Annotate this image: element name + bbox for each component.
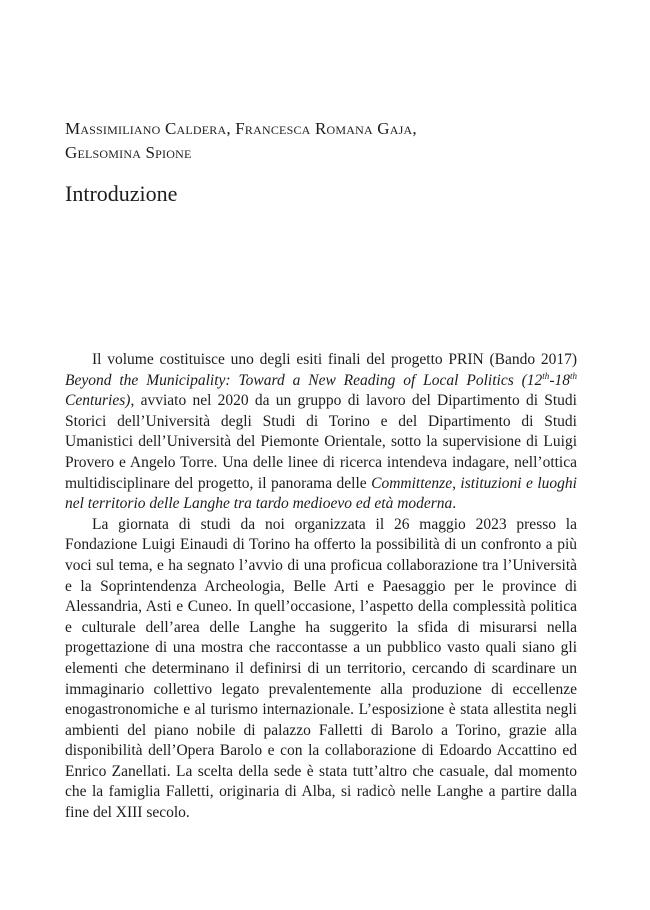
authors-line-1: Massimiliano Caldera, Francesca Romana Gaja, <box>65 119 417 138</box>
project-title-part-1: Beyond the Municipality: Toward a New Reading of Local Politics (12 <box>65 371 543 389</box>
project-title-part-2: -18 <box>549 371 570 389</box>
paragraph-1-text-a: Il volume costituisce uno degli esiti finali del progetto PRIN (Bando 2017) <box>92 351 577 368</box>
paragraph-1-text-b: , avviato nel 2020 da un gruppo di lavoro del Dipartimento di Studi Storici dell’Università degli Studi di Torino e del Dipartimento di Studi Umanistici dell’Università del Piemonte Orientale, sotto la supervisione di Luigi Provero e Angelo Torre. Una delle linee di ricerca intendeva indagare, nell’ottica multidisciplinare del progetto, il panorama delle <box>65 392 577 492</box>
paragraph-1-text-c: . <box>452 495 457 513</box>
authors-block <box>65 117 585 165</box>
paragraph-1 <box>65 350 577 515</box>
paragraph-2: La giornata di studi da noi organizzata il 26 maggio 2023 presso la Fondazione Luigi Einaudi di Torino ha offerto la possibilità di un confronto a più voci sul tema, e ha segnato l’avvio di una proficua collaborazione tra l’Università e la Soprintendenza Archeologia, Belle Arti e Paesaggio per le province di Alessandria, Asti e Cuneo. In quell’occasione, l’aspetto della complessità politica e culturale dell’area delle Langhe ha suggerito la sfida di misurarsi nella progettazione di una mostra che raccontasse a un pubblico vasto quali siano gli elementi che determinano il definirsi di un territorio, cercando di scardinare un immaginario collettivo legato prevalentemente alla produzione di eccellenze enogastronomiche e al turismo internazionale. L’esposizione è stata allestita negli ambienti del piano nobile di palazzo Falletti di Barolo a Torino, grazie alla disponibilità dell’Opera Barolo e con la collaborazione di Edoardo Accattino ed Enrico Zanellati. La scelta della sede è stata tutt’altro che casuale, dal momento che la famiglia Falletti, originaria di Alba, si radicò nelle Langhe a partire dalla fine del XIII secolo. <box>65 515 577 822</box>
superscript-th-2: th <box>569 370 577 381</box>
body-text <box>65 350 577 824</box>
authors-line-2: Gelsomina Spione <box>65 143 192 162</box>
project-title-part-3: Centuries) <box>65 392 131 410</box>
superscript-th-1: th <box>542 370 550 381</box>
chapter-title: Introduzione <box>65 181 178 206</box>
research-line-italic: Committenze, istituzioni e luoghi nel territorio delle Langhe tra tardo medioevo ed età moderna <box>65 474 577 513</box>
